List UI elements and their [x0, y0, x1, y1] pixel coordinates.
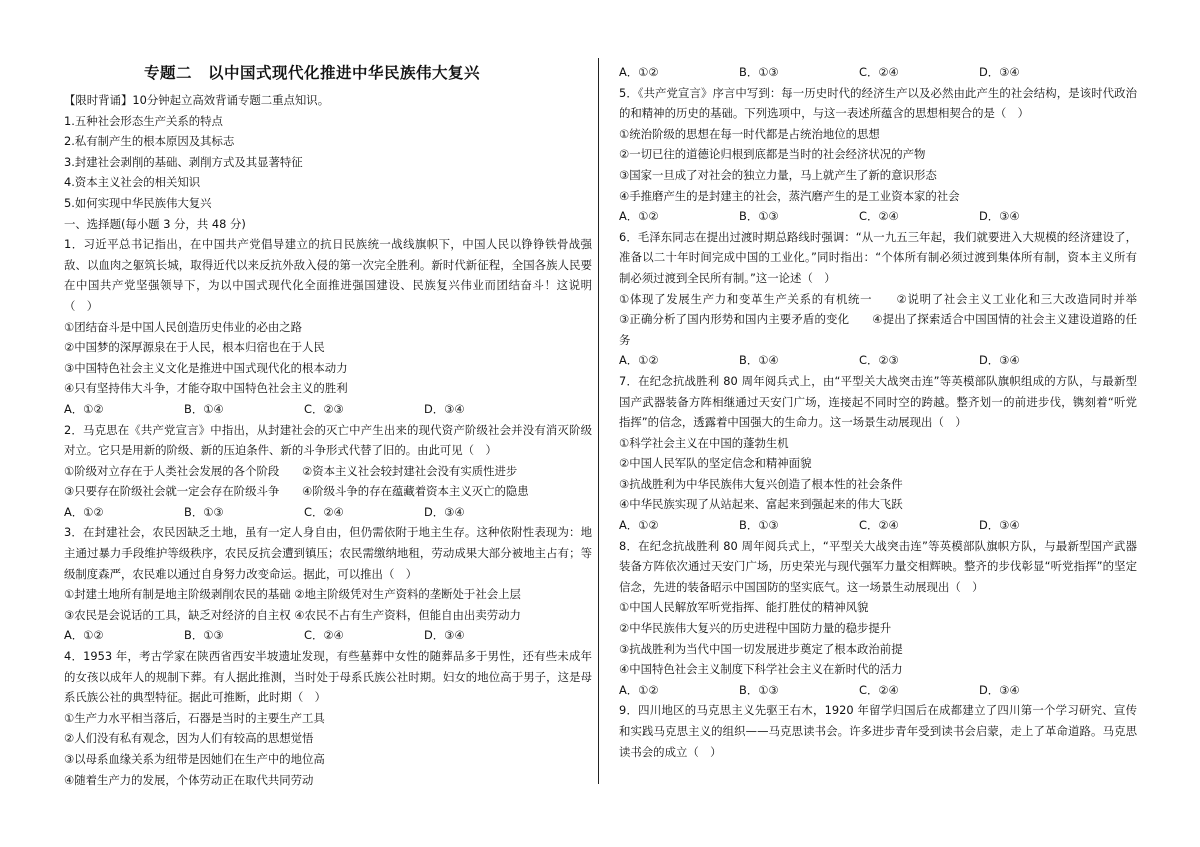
question-stem: 7．在纪念抗战胜利 80 周年阅兵式上，由“平型关大战突击连”等英模部队旗帜组成的方队，与最新型国产武器装备方阵相继通过天安门广场，连接起不同时空的跨越。整齐划一的前进步伐，镌刻着“听党指挥”的信念，透露着中国强大的生命力。这一场景生动展现出（ ） — [619, 373, 1137, 430]
statement: ①科学社会主义在中国的蓬勃生机 — [619, 435, 789, 450]
statement: ④中华民族实现了从站起来、富起来到强起来的伟大飞跃 — [619, 497, 903, 512]
option-b[interactable]: B．①③ — [739, 682, 779, 697]
question-stem: 6．毛泽东同志在提出过渡时期总路线时强调：“从一九五三年起，我们就要进入大规模的经济建设了，准备以二十年时间完成中国的工业化。”同时指出：“个体所有制必须过渡到集体所有制，资本主义所有制必须过渡到全民所有制。”这一论述（ ） — [619, 229, 1137, 285]
question-stem: 3．在封建社会，农民因缺乏土地，虽有一定人身自由，但仍需依附于地主生存。这种依附性表现为：地主通过暴力手段维护等级秩序，农民反抗会遭到镇压；农民需缴纳地租，劳动成果大部分被地主占有；等级制度森严，农民难以通过自身努力改变命运。据此，可以推出（ ） — [64, 525, 592, 581]
question-6 — [619, 227, 1160, 371]
option-b[interactable]: B．①③ — [184, 628, 224, 643]
statements: ①体现了发展生产力和变革生产关系的有机统一 ②说明了社会主义工业化和三大改造同时并举 ③正确分析了国内形势和国内主要矛盾的变化 ④提出了探索适合中国国情的社会主义建设道路的任务 — [619, 291, 1160, 347]
recite-item: 4.资本主义社会的相关知识 — [64, 175, 201, 190]
answer-options — [619, 515, 1137, 536]
recite-item: 3.封建社会剥削的基础、剥削方式及其显著特征 — [64, 154, 303, 169]
question-stem: 5．《共产党宣言》序言中写到：每一历史时代的经济生产以及必然由此产生的社会结构，是该时代政治的和精神的历史的基础。下列选项中，与这一表述所蕴含的思想相契合的是（ ） — [619, 85, 1137, 121]
statement: ④手推磨产生的是封建主的社会，蒸汽磨产生的是工业资本家的社会 — [619, 188, 960, 203]
statement: ②人们没有私有观念，因为人们有较高的思想觉悟 — [64, 731, 314, 746]
statement: ①统治阶级的思想在每一时代都是占统治地位的思想 — [619, 126, 880, 141]
question-9 — [619, 700, 1137, 762]
question-4 — [64, 646, 592, 790]
section-heading: 一、选择题(每小题 3 分，共 48 分) — [64, 216, 246, 231]
option-a[interactable]: A．①② — [619, 353, 659, 368]
answer-options — [64, 399, 592, 420]
statement: ④随着生产力的发展，个体劳动正在取代共同劳动 — [64, 772, 314, 787]
statement: ①阶级对立存在于人类社会发展的各个阶段 ②资本主义社会较封建社会没有实质性进步 — [64, 463, 518, 478]
option-a[interactable]: A．①② — [619, 518, 659, 533]
option-d[interactable]: D．③④ — [979, 353, 1020, 368]
option-a[interactable]: A．①② — [619, 65, 659, 79]
question-stem: 2．马克思在《共产党宣言》中指出，从封建社会的灭亡中产生出来的现代资产阶级社会并没有消灭阶级对立。它只是用新的阶级、新的压迫条件、新的斗争形式代替了旧的。由此可见（ ） — [64, 422, 592, 458]
statement: ③农民是会说话的工具，缺乏对经济的自主权 ④农民不占有生产资料，但能自由出卖劳动力 — [64, 607, 521, 622]
option-c[interactable]: C．②③ — [859, 353, 899, 368]
option-b[interactable]: B．①③ — [739, 209, 779, 224]
statement: ④只有坚持伟大斗争，才能夺取中国特色社会主义的胜利 — [64, 381, 348, 396]
option-d[interactable]: D．③④ — [424, 401, 465, 416]
option-d[interactable]: D．③④ — [979, 209, 1020, 224]
option-c[interactable]: C．②④ — [859, 682, 899, 697]
statement: ③中国特色社会主义文化是推进中国式现代化的根本动力 — [64, 360, 348, 375]
option-a[interactable]: A．①② — [64, 401, 104, 416]
answer-options — [64, 502, 592, 523]
option-a[interactable]: A．①② — [64, 504, 104, 519]
option-b[interactable]: B．①③ — [739, 65, 779, 79]
statement: ④中国特色社会主义制度下科学社会主义在新时代的活力 — [619, 662, 903, 677]
option-d[interactable]: D．③④ — [979, 682, 1020, 697]
statement: ③国家一旦成了对社会的独立力量，马上就产生了新的意识形态 — [619, 167, 937, 182]
question-5 — [619, 83, 1137, 227]
statement: ①生产力水平相当落后，石器是当时的主要生产工具 — [64, 710, 325, 725]
statement: ②中国人民军队的坚定信念和精神面貌 — [619, 456, 812, 471]
option-c[interactable]: C．②④ — [304, 504, 344, 519]
right-column — [619, 62, 1160, 762]
option-c[interactable]: C．②③ — [304, 401, 344, 416]
answer-options — [64, 625, 592, 646]
statement: ③以母系血缘关系为纽带是因她们在生产中的地位高 — [64, 752, 325, 766]
question-7 — [619, 371, 1137, 536]
statement: ①中国人民解放军听党指挥、能打胜仗的精神风貌 — [619, 600, 869, 615]
answer-options — [619, 680, 1137, 701]
recite-item: 5.如何实现中华民族伟大复兴 — [64, 195, 212, 210]
answer-options-q4 — [619, 62, 1137, 83]
answer-options — [619, 350, 1137, 371]
question-stem: 8．在纪念抗战胜利 80 周年阅兵式上，“平型关大战突击连”等英模部队旗帜方队，与最新型国产武器装备方阵依次通过天安门广场，历史荣光与现代强军力量交相辉映。整齐的步伐彰显“听党指挥”的坚定信念，先进的装备昭示中国国防的坚实底气。这一场景生动展现出（ ） — [619, 538, 1137, 594]
question-stem: 9．四川地区的马克思主义先驱王右木，1920 年留学归国后在成都建立了四川第一个学习研究、宣传和实践马克思主义的组织——马克思读书会。许多进步青年受到读书会启蒙，走上了革命道路。马克思读书会的成立（ ） — [619, 703, 1137, 759]
question-1 — [64, 234, 592, 419]
statement: ②中国梦的深厚源泉在于人民，根本归宿也在于人民 — [64, 340, 325, 355]
question-2 — [64, 420, 592, 523]
answer-options — [619, 206, 1137, 227]
left-column — [64, 62, 592, 790]
option-d[interactable]: D．③④ — [424, 628, 465, 643]
recite-item: 2.私有制产生的根本原因及其标志 — [64, 134, 235, 149]
recite-heading: 【限时背诵】10分钟起立高效背诵专题二重点知识。 — [64, 93, 330, 107]
option-b[interactable]: B．①④ — [184, 401, 224, 416]
option-d[interactable]: D．③④ — [979, 518, 1020, 533]
statement: ③只要存在阶级社会就一定会存在阶级斗争 ④阶级斗争的存在蕴藏着资本主义灭亡的隐患 — [64, 484, 529, 499]
option-a[interactable]: A．①② — [619, 682, 659, 697]
statement: ①封建土地所有制是地主阶级剥削农民的基础 ②地主阶级凭对生产资料的垄断处于社会上层 — [64, 587, 521, 602]
statement: ②一切已往的道德论归根到底都是当时的社会经济状况的产物 — [619, 147, 926, 162]
option-b[interactable]: B．①③ — [184, 504, 224, 519]
recite-item: 1.五种社会形态生产关系的特点 — [64, 113, 223, 128]
question-3 — [64, 522, 592, 646]
option-c[interactable]: C．②④ — [859, 518, 899, 533]
option-d[interactable]: D．③④ — [424, 504, 465, 519]
question-8 — [619, 536, 1137, 701]
option-b[interactable]: B．①④ — [739, 353, 779, 368]
statement: ②中华民族伟大复兴的历史进程中国防力量的稳步提升 — [619, 621, 892, 636]
question-stem: 4．1953 年，考古学家在陕西省西安半坡遗址发现，有些墓葬中女性的随葬品多于男性，还有些未成年的女孩以成年人的规制下葬。有人据此推测，当时处于母系氏族公社时期。妇女的地位高于男子，这是母系氏族公社的典型特征。据此可推断，此时期（ ） — [64, 649, 592, 705]
option-b[interactable]: B．①③ — [739, 518, 779, 533]
column-divider — [598, 58, 599, 784]
statement: ①团结奋斗是中国人民创造历史伟业的必由之路 — [64, 319, 303, 334]
option-a[interactable]: A．①② — [64, 628, 104, 643]
statement: ③抗战胜利为当代中国一切发展进步奠定了根本政治前提 — [619, 641, 903, 656]
option-c[interactable]: C．②④ — [859, 209, 899, 224]
option-d[interactable]: D．③④ — [979, 65, 1020, 79]
question-stem: 1．习近平总书记指出，在中国共产党倡导建立的抗日民族统一战线旗帜下，中国人民以铮铮铁骨战强敌、以血肉之躯筑长城，取得近代以来反抗外敌入侵的第一次完全胜利。新时代新征程，全国各族人民要在中国共产党坚强领导下，为以中国式现代化全面推进强国建设、民族复兴伟业而团结奋斗！这说明（ ） — [64, 237, 592, 313]
page-title: 专题二 以中国式现代化推进中华民族伟大复兴 — [144, 64, 481, 82]
option-c[interactable]: C．②④ — [859, 65, 899, 79]
option-a[interactable]: A．①② — [619, 209, 659, 224]
option-c[interactable]: C．②④ — [304, 628, 344, 643]
statement: ③抗战胜利为中华民族伟大复兴创造了根本性的社会条件 — [619, 476, 903, 491]
